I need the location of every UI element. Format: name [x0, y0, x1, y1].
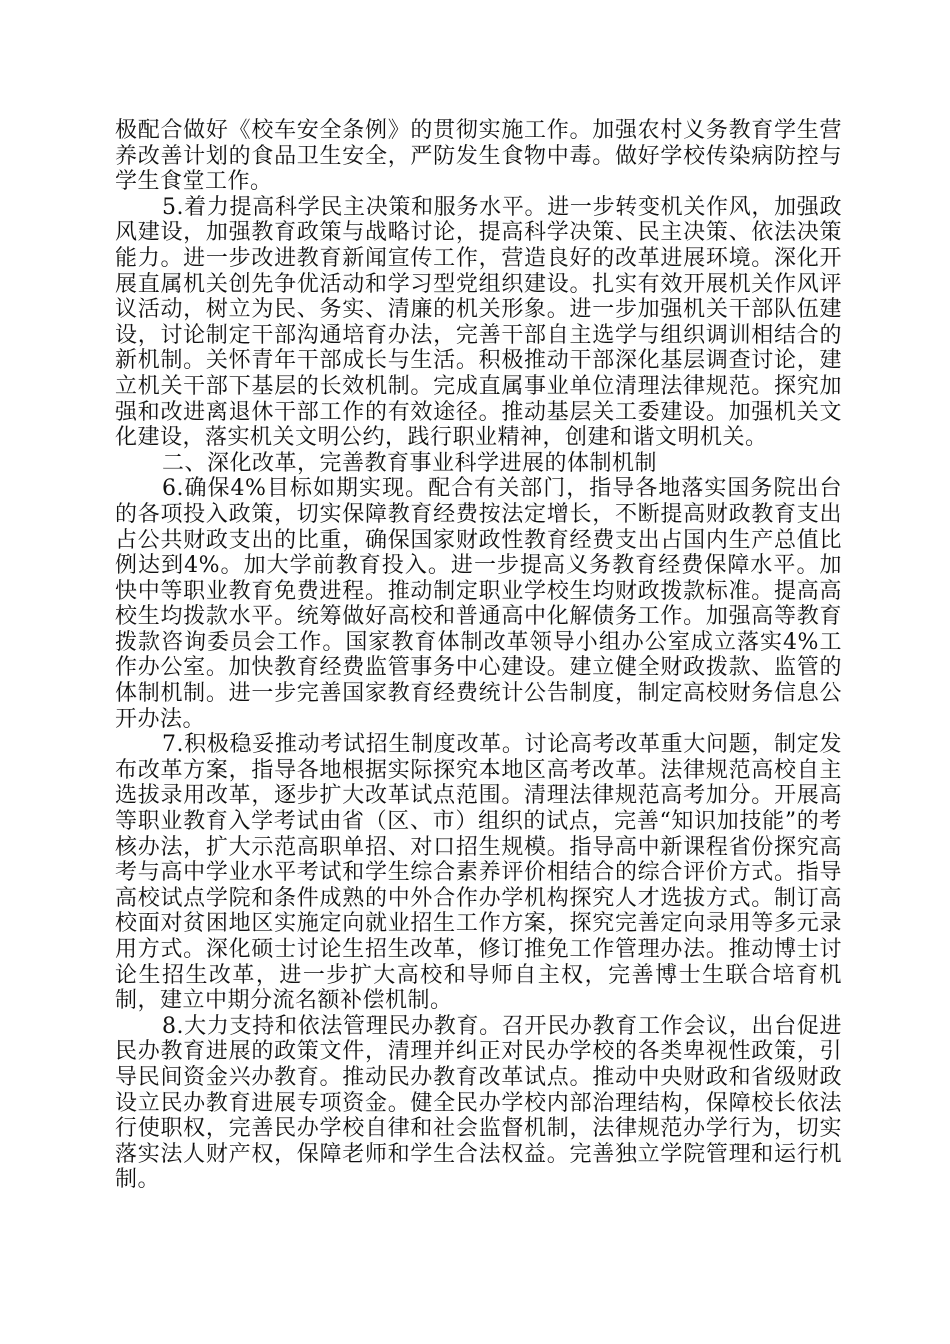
paragraph-item-6: 6.确保4%目标如期实现。配合有关部门，指导各地落实国务院出台的各项投入政策，切实保障教育经费按法定增长，不断提高财政教育支出占公共财政支出的比重，确保国家财政性教育经费支出占国内生产总值比例达到4%。加大学前教育投入。进一步提高义务教育经费保障水平。加快中等职业教育免费进程。推动制定职业学校生均财政拨款标准。提高高校生均拨款水平。统筹做好高校和普通高中化解债务工作。加强高等教育拨款咨询委员会工作。国家教育体制改革领导小组办公室成立落实4%工作办公室。加快教育经费监管事务中心建设。建立健全财政拨款、监管的体制机制。进一步完善国家教育经费统计公告制度，制定高校财务信息公开办法。: [115, 476, 842, 732]
paragraph-item-8: 8.大力支持和依法管理民办教育。召开民办教育工作会议，出台促进民办教育进展的政策文件，清理并纠正对民办学校的各类卑视性政策，引导民间资金兴办教育。推动民办教育改革试点。推动中央财政和省级财政设立民办教育进展专项资金。健全民办学校内部治理结构，保障校长依法行使职权，完善民办学校自律和社会监督机制，法律规范办学行为，切实落实法人财产权，保障老师和学生合法权益。完善独立学院管理和运行机制。: [115, 1013, 842, 1193]
paragraph-item-7: 7.积极稳妥推动考试招生制度改革。讨论高考改革重大问题，制定发布改革方案，指导各地根据实际探究本地区高考改革。法律规范高校自主选拔录用改革，逐步扩大改革试点范围。清理法律规范高考加分。开展高等职业教育入学考试由省（区、市）组织的试点，完善“知识加技能”的考核办法，扩大示范高职单招、对口招生规模。指导高中新课程省份探究高考与高中学业水平考试和学生综合素养评价相结合的综合评价方式。指导高校试点学院和条件成熟的中外合作办学机构探究人才选拔方式。制订高校面对贫困地区实施定向就业招生工作方案，探究完善定向录用等多元录用方式。深化硕士讨论生招生改革，修订推免工作管理办法。推动博士讨论生招生改革，进一步扩大高校和导师自主权，完善博士生联合培育机制，建立中期分流名额补偿机制。: [115, 732, 842, 1014]
section-heading-2: 二、深化改革，完善教育事业科学进展的体制机制: [162, 450, 658, 476]
paragraph-continuation: 极配合做好《校车安全条例》的贯彻实施工作。加强农村义务教育学生营养改善计划的食品卫生安全，严防发生食物中毒。做好学校传染病防控与学生食堂工作。: [115, 118, 842, 195]
paragraph-item-5: 5.着力提高科学民主决策和服务水平。进一步转变机关作风，加强政风建设，加强教育政策与战略讨论，提高科学决策、民主决策、依法决策能力。进一步改进教育新闻宣传工作，营造良好的改革进展环境。深化开展直属机关创先争优活动和学习型党组织建设。扎实有效开展机关作风评议活动，树立为民、务实、清廉的机关形象。进一步加强机关干部队伍建设，讨论制定干部沟通培育办法，完善干部自主选学与组织调训相结合的新机制。关怀青年干部成长与生活。积极推动干部深化基层调查讨论，建立机关干部下基层的长效机制。完成直属事业单位清理法律规范。探究加强和改进离退休干部工作的有效途径。推动基层关工委建设。加强机关文化建设，落实机关文明公约，践行职业精神，创建和谐文明机关。: [115, 194, 842, 451]
